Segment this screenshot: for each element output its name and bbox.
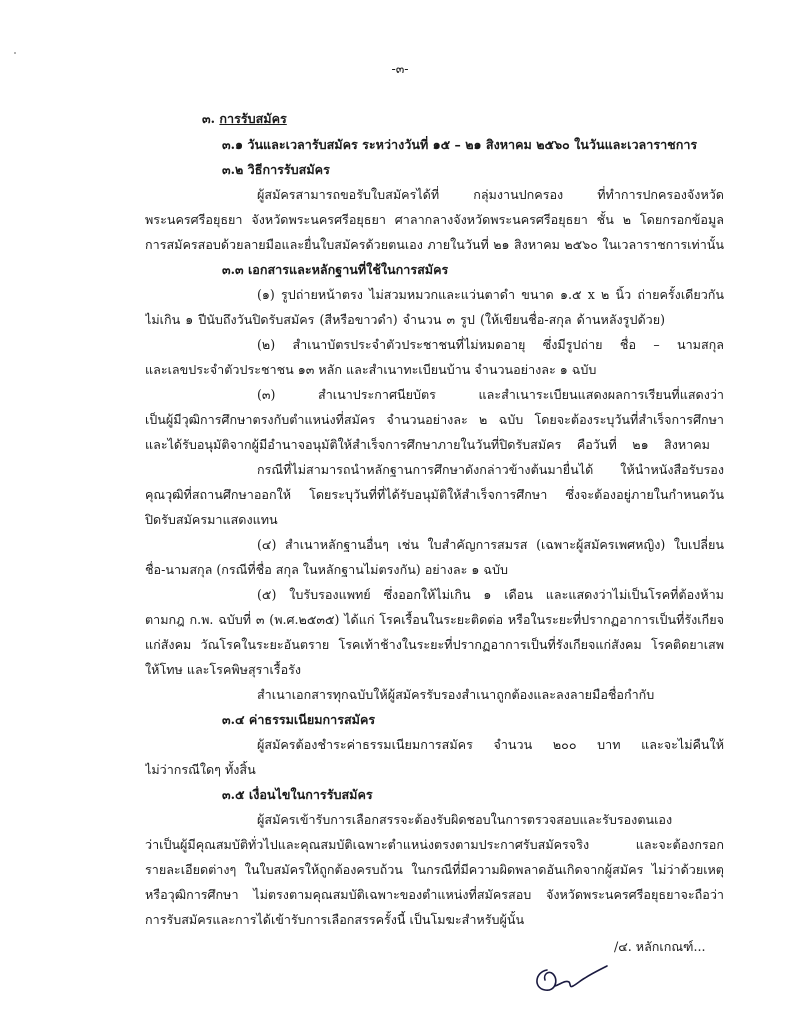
paragraph-line: รายละเอียดต่างๆ ในใบสมัครให้ถูกต้องครบถ้วน ในกรณีที่มีความผิดพลาดอันเกิดจากผู้สมัคร ไม่ว่าด้วยเหตุ xyxy=(145,862,724,877)
page-number: -๓- xyxy=(391,61,409,76)
paragraph-line: คุณวุฒิที่สถานศึกษาออกให้ โดยระบุวันที่ที่ได้รับอนุมัติให้สำเร็จการศึกษา ซึ่งจะต้องอยู่ภายในกำหนดวัน xyxy=(145,487,724,502)
paragraph-line: ให้โทษ และโรคพิษสุราเรื้อรัง xyxy=(145,662,302,677)
paragraph-line: เป็นผู้มีวุฒิการศึกษาตรงกับตำแหน่งที่สมัคร จำนวนอย่างละ ๒ ฉบับ โดยจะต้องระบุวันที่สำเร็จการศึกษา xyxy=(145,412,724,427)
continuation-note: /๔. หลักเกณฑ์... xyxy=(614,939,706,954)
paragraph-line: การรับสมัครและการได้เข้ารับการเลือกสรรครั้งนี้ เป็นโมฆะสำหรับผู้นั้น xyxy=(145,912,525,927)
paragraph-line: ชื่อ-นามสกุล (กรณีที่ชื่อ สกุล ในหลักฐานไม่ตรงกัน) อย่างละ ๑ ฉบับ xyxy=(145,562,508,577)
paragraph-line: การสมัครสอบด้วยลายมือและยื่นใบสมัครด้วยตนเอง ภายในวันที่ ๒๑ สิงหาคม ๒๕๖๐ ในเวลาราชการเท่านั้น xyxy=(145,237,724,252)
paragraph-line: ปิดรับสมัครมาแสดงแทน xyxy=(145,512,278,527)
subsection-3-3-title: ๓.๓ เอกสารและหลักฐานที่ใช้ในการสมัคร xyxy=(222,262,449,277)
paragraph-line: ว่าเป็นผู้มีคุณสมบัติทั่วไปและคุณสมบัติเฉพาะตำแหน่งตรงตามประกาศรับสมัครจริง และจะต้องกรอก xyxy=(145,837,724,852)
paragraph-line: กรณีที่ไม่สามารถนำหลักฐานการศึกษาดังกล่าวข้างต้นมายื่นได้ ให้นำหนังสือรับรอง xyxy=(257,462,724,477)
subsection-3-4-title: ๓.๔ ค่าธรรมเนียมการสมัคร xyxy=(222,712,376,727)
subsection-3-1 xyxy=(222,136,697,154)
paragraph-line: หรือวุฒิการศึกษา ไม่ตรงตามคุณสมบัติเฉพาะของตำแหน่งที่สมัครสอบ จังหวัดพระนครศรีอยุธยาจะถือว่า xyxy=(145,887,724,902)
paragraph-line: พระนครศรีอยุธยา จังหวัดพระนครศรีอยุธยา ศาลากลางจังหวัดพระนครศรีอยุธยา ชั้น ๒ โดยกรอกข้อมูล xyxy=(145,212,724,227)
signature-mark xyxy=(525,950,625,1000)
subsection-3-1-text: ระหว่างวันที่ ๑๕ – ๒๑ สิงหาคม ๒๕๖๐ ในวันและเวลาราชการ xyxy=(357,137,698,152)
scan-speck xyxy=(14,52,16,54)
paragraph-line: ผู้สมัครต้องชำระค่าธรรมเนียมการสมัคร จำนวน ๒๐๐ บาท และจะไม่คืนให้ xyxy=(257,737,724,752)
paragraph-line: ผู้สมัครสามารถขอรับใบสมัครได้ที่ กลุ่มงานปกครอง ที่ทำการปกครองจังหวัด xyxy=(257,187,724,202)
section-heading-title: การรับสมัคร xyxy=(219,111,287,126)
paragraph-line: (๑) รูปถ่ายหน้าตรง ไม่สวมหมวกและแว่นตาดำ ขนาด ๑.๕ x ๒ นิ้ว ถ่ายครั้งเดียวกัน xyxy=(257,287,724,302)
paragraph-line: และเลขประจำตัวประชาชน ๑๓ หลัก และสำเนาทะเบียนบ้าน จำนวนอย่างละ ๑ ฉบับ xyxy=(145,362,597,377)
subsection-3-2-title: ๓.๒ วิธีการรับสมัคร xyxy=(222,162,330,177)
paragraph-line: ตามกฎ ก.พ. ฉบับที่ ๓ (พ.ศ.๒๕๓๕) ได้แก่ โรคเรื้อนในระยะติดต่อ หรือในระยะที่ปรากฏอาการเป็นที่รังเกียจ xyxy=(145,612,724,627)
subsection-3-1-title: ๓.๑ วันและเวลารับสมัคร xyxy=(222,137,358,152)
paragraph-line: (๔) สำเนาหลักฐานอื่นๆ เช่น ใบสำคัญการสมรส (เฉพาะผู้สมัครเพศหญิง) ใบเปลี่ยน xyxy=(257,537,724,552)
section-heading xyxy=(202,110,287,128)
paragraph-line: (๓) สำเนาประกาศนียบัตร และสำเนาระเบียนแสดงผลการเรียนที่แสดงว่า xyxy=(257,387,724,402)
section-heading-number: ๓. xyxy=(202,111,215,126)
paragraph-line: ไม่เกิน ๑ ปีนับถึงวันปิดรับสมัคร (สีหรือขาวดำ) จำนวน ๓ รูป (ให้เขียนชื่อ-สกุล ด้านหลังรูปด้วย) xyxy=(145,312,665,327)
paragraph-line: และได้รับอนุมัติจากผู้มีอำนาจอนุมัติให้สำเร็จการศึกษาภายในวันที่ปิดรับสมัคร คือวันที่ ๒๑ สิงหาคม xyxy=(145,437,710,452)
subsection-3-5-title: ๓.๕ เงื่อนไขในการรับสมัคร xyxy=(222,787,373,802)
paragraph-line: (๒) สำเนาบัตรประจำตัวประชาชนที่ไม่หมดอายุ ซึ่งมีรูปถ่าย ชื่อ – นามสกุล xyxy=(257,337,724,352)
paragraph-line: สำเนาเอกสารทุกฉบับให้ผู้สมัครรับรองสำเนาถูกต้องและลงลายมือชื่อกำกับ xyxy=(257,687,655,702)
paragraph-line: ผู้สมัครเข้ารับการเลือกสรรจะต้องรับผิดชอบในการตรวจสอบและรับรองตนเอง xyxy=(257,812,673,827)
paragraph-line: (๕) ใบรับรองแพทย์ ซึ่งออกให้ไม่เกิน ๑ เดือน และแสดงว่าไม่เป็นโรคที่ต้องห้าม xyxy=(257,587,724,602)
paragraph-line: ไม่ว่ากรณีใดๆ ทั้งสิ้น xyxy=(145,762,256,777)
paragraph-line: แก่สังคม วัณโรคในระยะอันตราย โรคเท้าช้างในระยะที่ปรากฏอาการเป็นที่รังเกียจแก่สังคม โรคติดยาเสพ xyxy=(145,637,724,652)
